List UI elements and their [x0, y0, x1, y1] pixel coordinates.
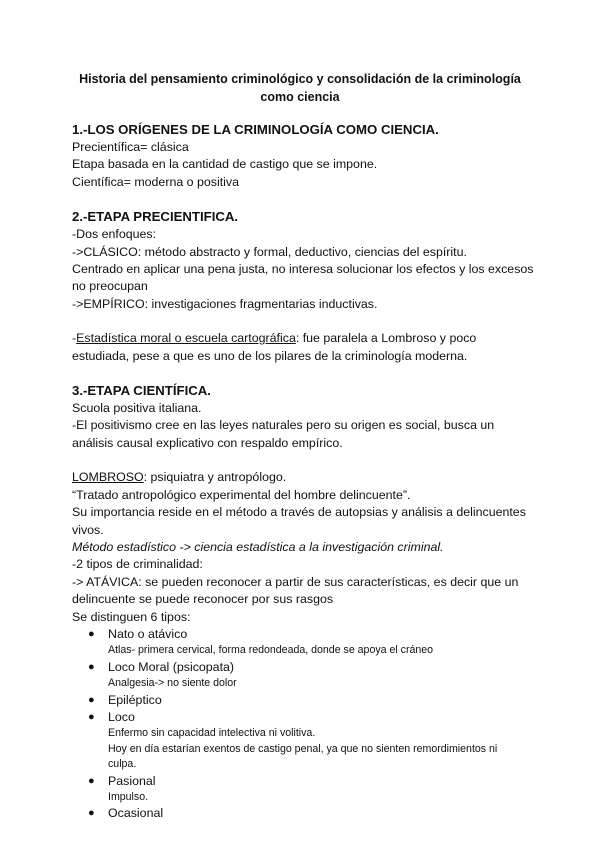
list-item	[72, 805, 542, 822]
title-line-1: Historia del pensamiento criminológico y consolidación de la criminología	[79, 72, 521, 86]
atavica-line-1: -> ATÁVICA: se pueden reconocer a partir de sus características, es decir que un	[72, 574, 519, 589]
bullet-icon: ●	[88, 774, 95, 787]
type-name: Epiléptico	[108, 692, 162, 707]
type-note: culpa.	[108, 758, 137, 771]
list-item	[72, 626, 542, 659]
section-3-heading: 3.-ETAPA CIENTÍFICA.	[72, 383, 211, 399]
type-name: Ocasional	[108, 806, 164, 821]
bullet-icon: ●	[88, 693, 95, 706]
s2-line-5: ->EMPÍRICO: investigaciones fragmentarias inductivas.	[72, 296, 378, 311]
estadistica-moral-term: Estadística moral o escuela cartográfica	[76, 331, 296, 346]
type-note: Analgesia-> no siente dolor	[108, 677, 237, 690]
type-note: Hoy en día estarían exentos de castigo penal, ya que no sienten remordimientos ni	[108, 742, 498, 755]
section-1-heading: 1.-LOS ORÍGENES DE LA CRIMINOLOGÍA COMO CIENCIA.	[72, 122, 439, 137]
type-note: Atlas- primera cervical, forma redondeada, donde se apoya el cráneo	[108, 644, 434, 657]
bullet-icon: ●	[88, 807, 95, 820]
atavica-line-2: delincuente se puede reconocer por sus rasgos	[72, 592, 334, 607]
list-item	[72, 773, 542, 806]
list-item	[72, 659, 542, 692]
s2-line-2: ->CLÁSICO: método abstracto y formal, deductivo, ciencias del espíritu.	[72, 244, 467, 259]
s3-line-3: análisis causal explicativo con respaldo empírico.	[72, 435, 343, 450]
bullet-icon: ●	[88, 660, 95, 673]
section-2-heading: 2.-ETAPA PRECIENTIFICA.	[72, 209, 239, 225]
list-item	[72, 709, 542, 773]
s3-line-1: Scuola positiva italiana.	[72, 401, 202, 416]
criminal-types-list	[72, 626, 542, 823]
importancia-line-2: vivos.	[72, 522, 104, 537]
type-name: Nato o atávico	[108, 626, 188, 641]
bullet-icon: ●	[88, 627, 95, 640]
moral-line-2: estudiada, pese a que es uno de los pilares de la criminología moderna.	[72, 348, 468, 363]
s1-line-1: Precientífica= clásica	[72, 140, 189, 154]
s1-line-3: Científica= moderna o positiva	[72, 174, 240, 189]
tipos-criminalidad-line: -2 tipos de criminalidad:	[72, 557, 203, 572]
tratado-line: “Tratado antropológico experimental del hombre delincuente”.	[72, 487, 411, 502]
moral-prefix: -	[72, 331, 77, 346]
bullet-icon: ●	[88, 710, 95, 723]
estadistica-moral-paragraph	[72, 330, 542, 347]
lombroso-line	[72, 469, 542, 486]
type-name: Loco	[108, 709, 135, 724]
s3-line-2: -El positivismo cree en las leyes naturales pero su origen es social, busca un	[72, 418, 495, 433]
s2-line-4: no preocupan	[72, 279, 148, 294]
lombroso-name: LOMBROSO	[72, 470, 144, 485]
importancia-line-1: Su importancia reside en el método a través de autopsias y análisis a delincuentes	[72, 505, 526, 520]
type-name: Pasional	[108, 773, 156, 788]
distinguen-line: Se distinguen 6 tipos:	[72, 609, 191, 624]
title-line-2: como ciencia	[260, 90, 340, 104]
moral-rest: : fue paralela a Lombroso y poco	[295, 331, 477, 346]
document-title	[60, 70, 540, 106]
list-item	[72, 692, 542, 709]
document-body	[72, 121, 542, 823]
metodo-estadistico-line: Método estadístico -> ciencia estadística a la investigación criminal.	[72, 539, 444, 554]
type-note: Enfermo sin capacidad intelectiva ni volitiva.	[108, 727, 316, 740]
type-note: Impulso.	[108, 791, 149, 803]
type-name: Loco Moral (psicopata)	[108, 659, 235, 674]
s1-line-2: Etapa basada en la cantidad de castigo que se impone.	[72, 157, 378, 172]
lombroso-desc: : psiquiatra y antropólogo.	[143, 470, 287, 485]
s2-line-3: Centrado en aplicar una pena justa, no interesa solucionar los efectos y los excesos	[72, 262, 534, 277]
s2-line-1: -Dos enfoques:	[72, 227, 157, 242]
